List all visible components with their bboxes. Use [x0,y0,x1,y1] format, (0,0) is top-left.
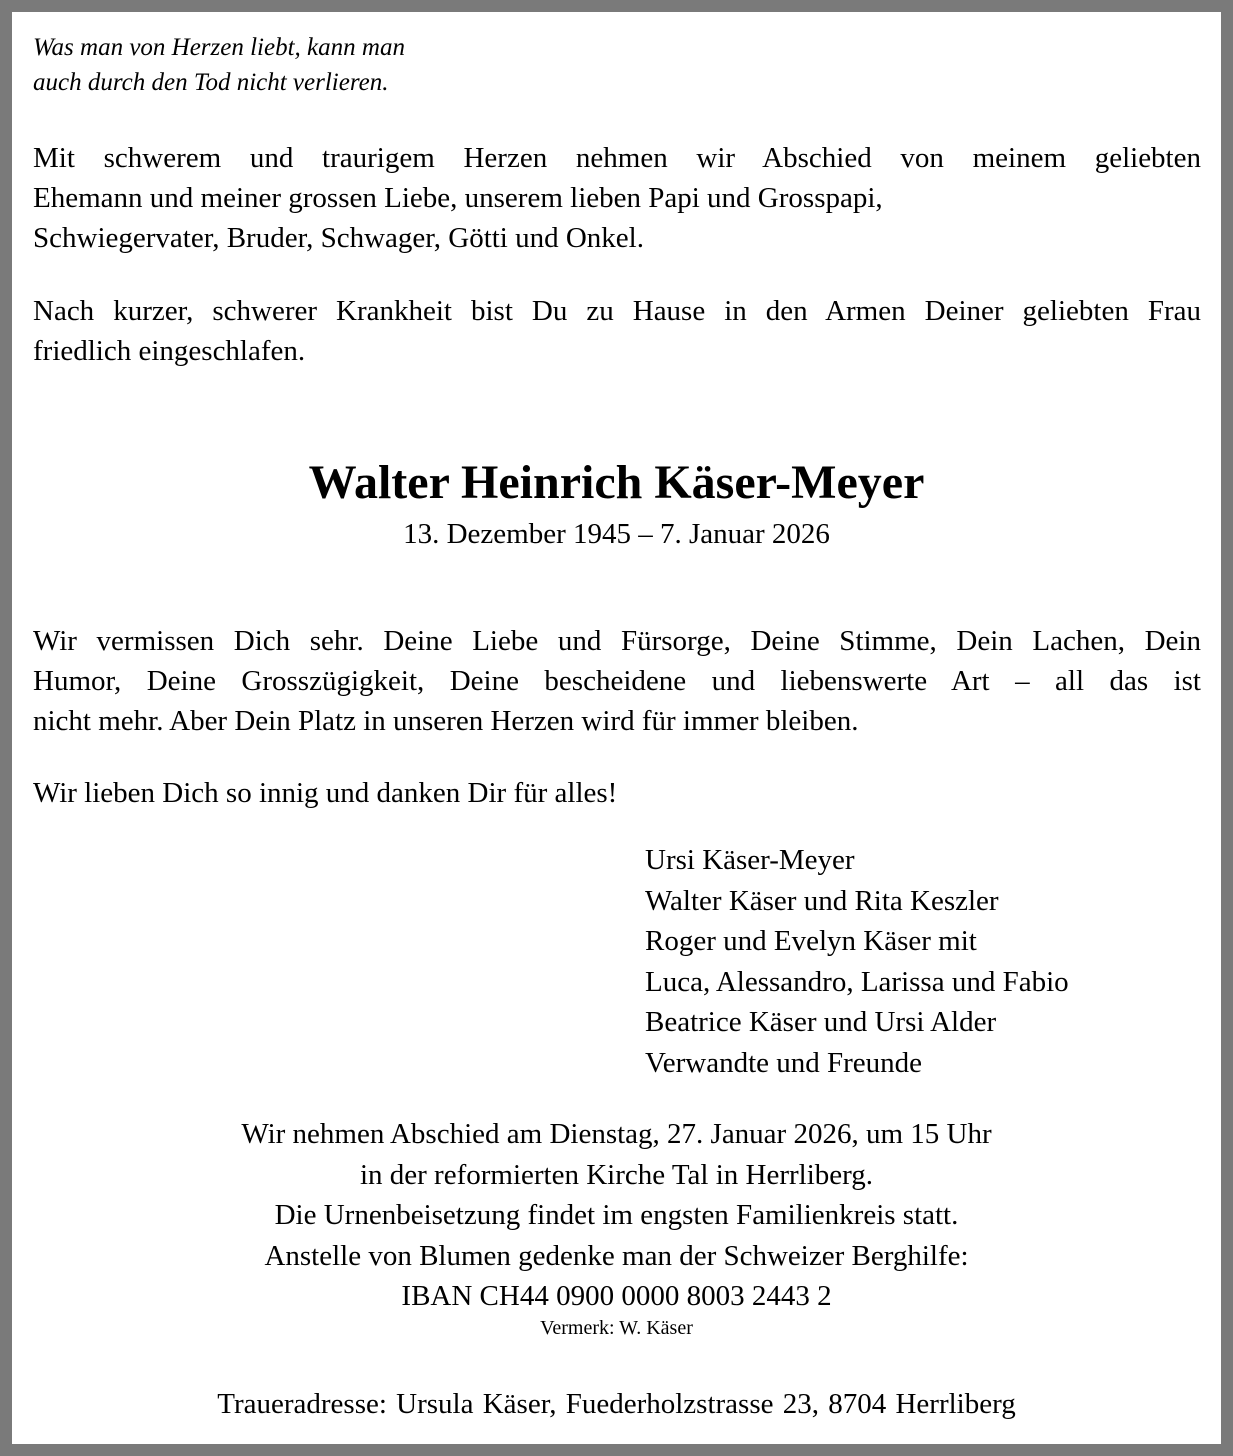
thanks-line: Wir lieben Dich so innig und danken Dir für alles! [33,777,618,809]
signer-line: Walter Käser und Rita Keszler [645,884,999,917]
signer-line: Beatrice Käser und Ursi Alder [645,1006,997,1038]
intro-line-2: Ehemann und meiner grossen Liebe, unserem lieben Papi und Grosspapi, [33,182,883,214]
motto-line-1: Was man von Herzen liebt, kann man [33,34,405,61]
service-line: in der reformierten Kirche Tal in Herrliberg. [359,1158,874,1191]
signer-line: Verwandte und Freunde [645,1046,923,1079]
illness-line-1: Nach kurzer, schwerer Krankheit bist Du zu Hause in den Armen Deiner geliebten Frau [33,295,1201,327]
obituary-card [12,12,1221,1444]
service-details [12,1114,1221,1317]
service-line: Wir nehmen Abschied am Dienstag, 27. Januar 2026, um 15 Uhr [241,1118,992,1150]
deceased-name: Walter Heinrich Käser-Meyer [308,456,925,509]
life-dates: 13. Dezember 1945 – 7. Januar 2026 [403,518,830,550]
service-line: Die Urnenbeisetzung findet im engsten Familienkreis statt. [274,1199,959,1231]
motto-line-2: auch durch den Tod nicht verlieren. [33,69,389,96]
iban-line: IBAN CH44 0900 0000 8003 2443 2 [401,1280,832,1312]
tribute-line-2: Humor, Deine Grosszügigkeit, Deine bescheidene und liebenswerte Art – all das ist [33,665,1201,697]
signers-list [645,840,1069,1083]
intro-paragraph [33,138,1201,258]
intro-line-1: Mit schwerem und traurigem Herzen nehmen wir Abschied von meinem geliebten [33,142,1201,174]
intro-line-3: Schwiegervater, Bruder, Schwager, Götti und Onkel. [33,222,644,254]
signer-line: Ursi Käser-Meyer [645,844,855,876]
signer-line: Roger und Evelyn Käser mit [645,925,977,957]
service-line: Anstelle von Blumen gedenke man der Schweizer Berghilfe: [264,1239,969,1272]
illness-paragraph [33,291,1201,371]
illness-line-2: friedlich eingeschlafen. [33,335,306,367]
motto-quote [33,30,405,100]
tribute-line-1: Wir vermissen Dich sehr. Deine Liebe und Fürsorge, Deine Stimme, Dein Lachen, Dein [33,625,1201,657]
tribute-paragraph [33,621,1201,741]
signer-line: Luca, Alessandro, Larissa und Fabio [645,965,1069,998]
payment-note: Vermerk: W. Käser [540,1317,693,1339]
tribute-line-3: nicht mehr. Aber Dein Platz in unseren Herzen wird für immer bleiben. [33,705,859,737]
mourning-address: Traueradresse: Ursula Käser, Fuederholzstrasse 23, 8704 Herrliberg [217,1388,1016,1420]
